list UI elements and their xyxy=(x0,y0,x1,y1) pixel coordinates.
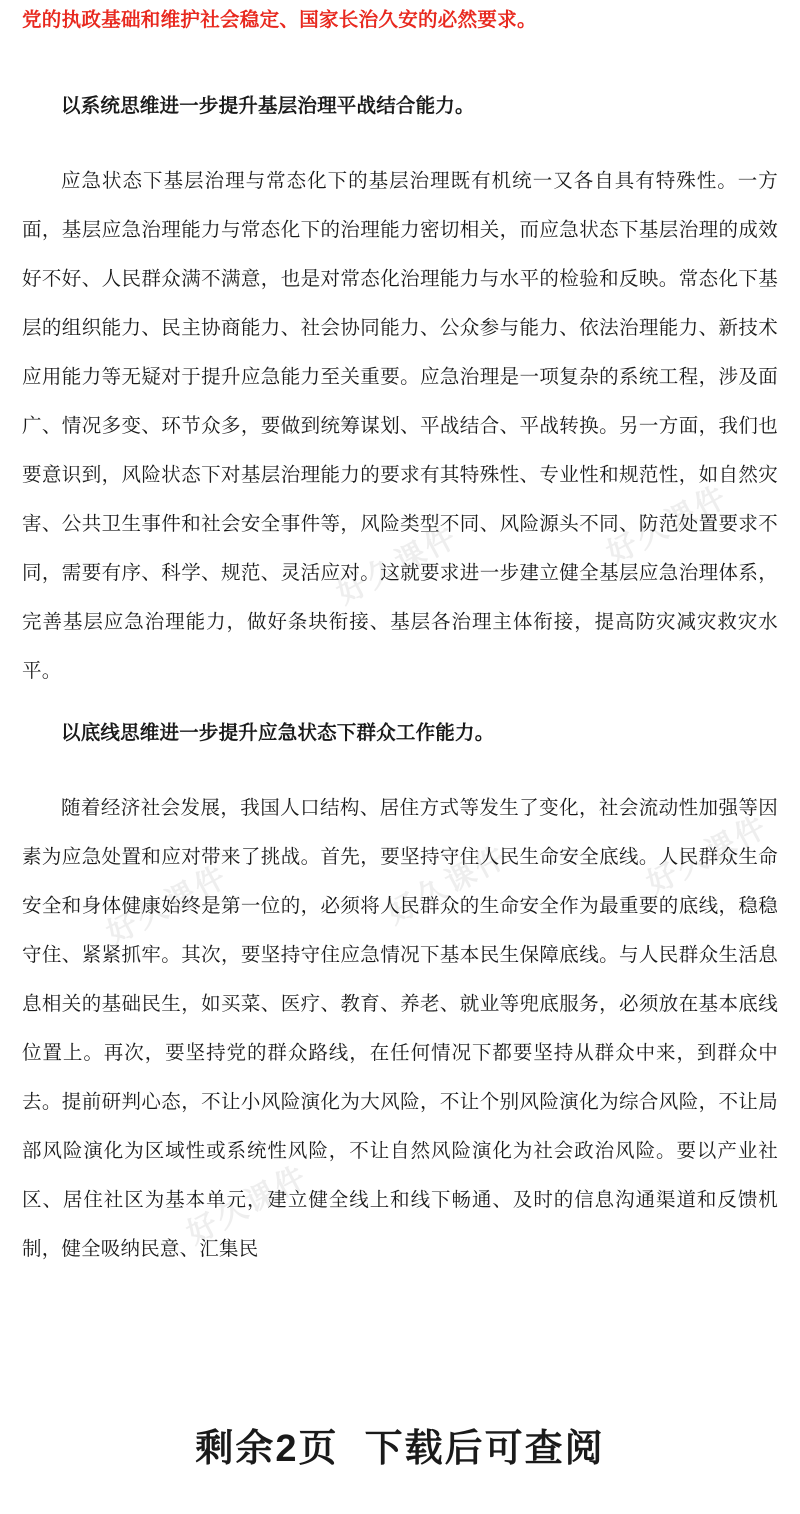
download-footer xyxy=(0,1417,800,1472)
red-intro-line: 党的执政基础和维护社会稳定、国家长治久安的必然要求。 xyxy=(22,9,537,31)
section-paragraph-2: 随着经济社会发展，我国人口结构、居住方式等发生了变化，社会流动性加强等因素为应急处置和应对带来了挑战。首先，要坚持守住人民生命安全底线。人民群众生命安全和身体健康始终是第一位的，必须将人民群众的生命安全作为最重要的底线，稳稳守住、紧紧抓牢。其次，要坚持守住应急情况下基本民生保障底线。与人民群众生活息息相关的基础民生，如买菜、医疗、教育、养老、就业等兜底服务，必须放在基本底线位置上。再次，要坚持党的群众路线，在任何情况下都要坚持从群众中来，到群众中去。提前研判心态，不让小风险演化为大风险，不让个别风险演化为综合风险，不让局部风险演化为区域性或系统性风险，不让自然风险演化为社会政治风险。要以产业社区、居住社区为基本单元，建立健全线上和线下畅通、及时的信息沟通渠道和反馈机制，健全吸纳民意、汇集民 xyxy=(22,797,778,1260)
remaining-pages-label: 剩余2页 xyxy=(195,1428,339,1470)
watermark-text: 好久课件 xyxy=(641,809,774,901)
download-hint-label: 下载后可查阅 xyxy=(364,1428,605,1470)
section-paragraph-1: 应急状态下基层治理与常态化下的基层治理既有机统一又各自具有特殊性。一方面，基层应急治理能力与常态化下的治理能力密切相关，而应急状态下基层治理的成效好不好、人民群众满不满意，也是对常态化治理能力与水平的检验和反映。常态化下基层的组织能力、民主协商能力、社会协同能力、公众参与能力、依法治理能力、新技术应用能力等无疑对于提升应急能力至关重要。应急治理是一项复杂的系统工程，涉及面广、情况多变、环节众多，要做到统筹谋划、平战结合、平战转换。另一方面，我们也要意识到，风险状态下对基层治理能力的要求有其特殊性、专业性和规范性，如自然灾害、公共卫生事件和社会安全事件等，风险类型不同、风险源头不同、防范处置要求不同，需要有序、科学、规范、灵活应对。这就要求进一步建立健全基层应急治理体系，完善基层应急治理能力，做好条块衔接、基层各治理主体衔接，提高防灾减灾救灾水平。 xyxy=(22,170,778,682)
watermark-text: 好久课件 xyxy=(381,839,514,931)
watermark-text: 好久课件 xyxy=(601,479,734,571)
document-content xyxy=(22,0,778,1274)
watermark-text: 好久课件 xyxy=(181,1159,314,1251)
section-heading-2: 以底线思维进一步提升应急状态下群众工作能力。 xyxy=(61,722,495,744)
watermark-text: 好久课件 xyxy=(101,859,234,951)
section-heading-1: 以系统思维进一步提升基层治理平战结合能力。 xyxy=(61,95,475,117)
watermark-text: 好久课件 xyxy=(331,519,464,611)
